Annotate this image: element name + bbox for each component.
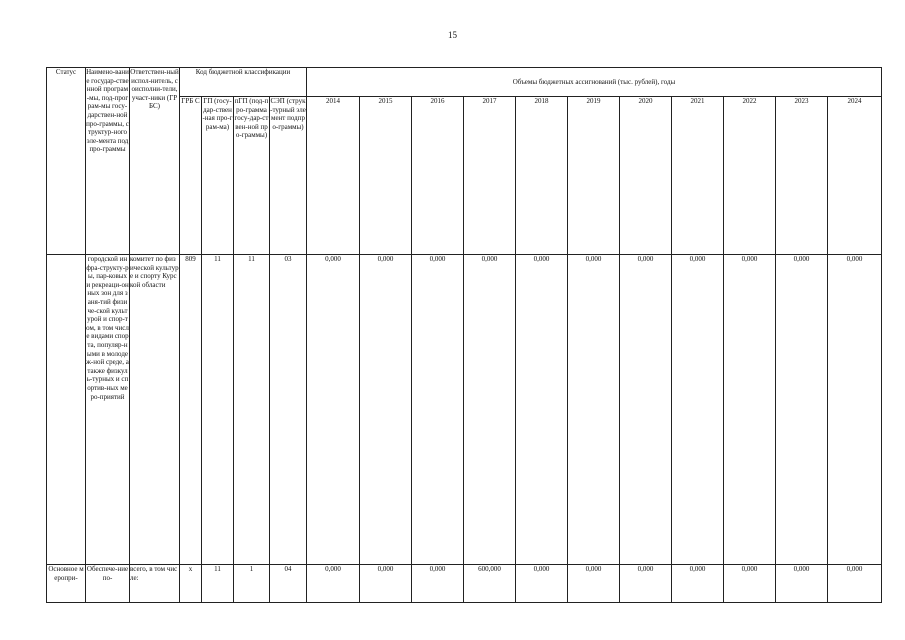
table-row: [47, 565, 882, 603]
row-program-name: Обеспече-ние по-: [86, 565, 130, 603]
header-year: 2015: [360, 97, 412, 255]
row-value: 0,000: [620, 565, 672, 603]
row-sep: 04: [270, 565, 307, 603]
header-program-name: Наимено-вание государ-ственной програм-мы, под-програм-мы госу-дарствен-ной про-граммы, структур-ного эле-мента подпро-граммы: [86, 68, 130, 255]
row-sep: 03: [270, 255, 307, 565]
header-sep: СЭП (струк-турный элемент подпро-граммы): [270, 97, 307, 255]
header-year: 2022: [724, 97, 776, 255]
row-value: 0,000: [568, 565, 620, 603]
row-executor: всего, в том числе:: [130, 565, 180, 603]
row-value: 0,000: [464, 255, 516, 565]
row-value: 0,000: [724, 565, 776, 603]
row-value: 0,000: [672, 255, 724, 565]
row-status: Основное меропри-: [47, 565, 86, 603]
header-year: 2018: [516, 97, 568, 255]
header-status: Статус: [47, 68, 86, 255]
budget-table: [46, 67, 882, 603]
header-year: 2014: [307, 97, 360, 255]
header-year: 2019: [568, 97, 620, 255]
row-value: 0,000: [672, 565, 724, 603]
row-value: 0,000: [724, 255, 776, 565]
row-value: 0,000: [307, 565, 360, 603]
header-executor: Ответствен-ный испол-нитель, соисполни-тели, участ-ники (ГРБС): [130, 68, 180, 255]
row-status: [47, 255, 86, 565]
table-row: [47, 255, 882, 565]
row-executor: комитет по физической культуре и спорту Курской области: [130, 255, 180, 565]
row-value: 0,000: [360, 565, 412, 603]
page-number: 15: [448, 30, 457, 40]
header-year: 2024: [828, 97, 882, 255]
row-gp: 11: [202, 565, 234, 603]
row-value: 0,000: [828, 255, 882, 565]
row-pgp: 11: [234, 255, 270, 565]
row-value: 0,000: [620, 255, 672, 565]
row-pgp: 1: [234, 565, 270, 603]
row-value: 0,000: [516, 565, 568, 603]
header-year: 2020: [620, 97, 672, 255]
row-value: 0,000: [360, 255, 412, 565]
header-pgp: пГП (под-про-грамма госу-дар-ствен-ной про-граммы): [234, 97, 270, 255]
row-value: 0,000: [776, 565, 828, 603]
row-value: 0,000: [568, 255, 620, 565]
header-year: 2023: [776, 97, 828, 255]
row-gp: 11: [202, 255, 234, 565]
row-program-name: городской инфра-структу-ры, пар-ковых и рекреаци-онных зон для заня-тий физиче-ской культурой и спор-том, в том числе видами спорта, популяр-ными в молодеж-ной среде, а также физкуль-турных и спортив-ных меро-приятий: [86, 255, 130, 565]
header-budget-code-group: Код бюджетной классификации: [180, 68, 307, 97]
row-value: 0,000: [776, 255, 828, 565]
row-value: 0,000: [516, 255, 568, 565]
row-value: 0,000: [412, 565, 464, 603]
row-value: 600,000: [464, 565, 516, 603]
row-value: 0,000: [307, 255, 360, 565]
row-value: 0,000: [828, 565, 882, 603]
row-value: 0,000: [412, 255, 464, 565]
header-year: 2016: [412, 97, 464, 255]
row-grbs: х: [180, 565, 202, 603]
header-row-1: [47, 68, 882, 97]
header-year: 2021: [672, 97, 724, 255]
header-gp: ГП (госу-дар-ствен-ная про-грам-ма): [202, 97, 234, 255]
row-grbs: 809: [180, 255, 202, 565]
header-volumes-group: Объемы бюджетных ассигнований (тыс. рублей), годы: [307, 68, 882, 97]
header-year: 2017: [464, 97, 516, 255]
header-grbs: ГРБ С: [180, 97, 202, 255]
